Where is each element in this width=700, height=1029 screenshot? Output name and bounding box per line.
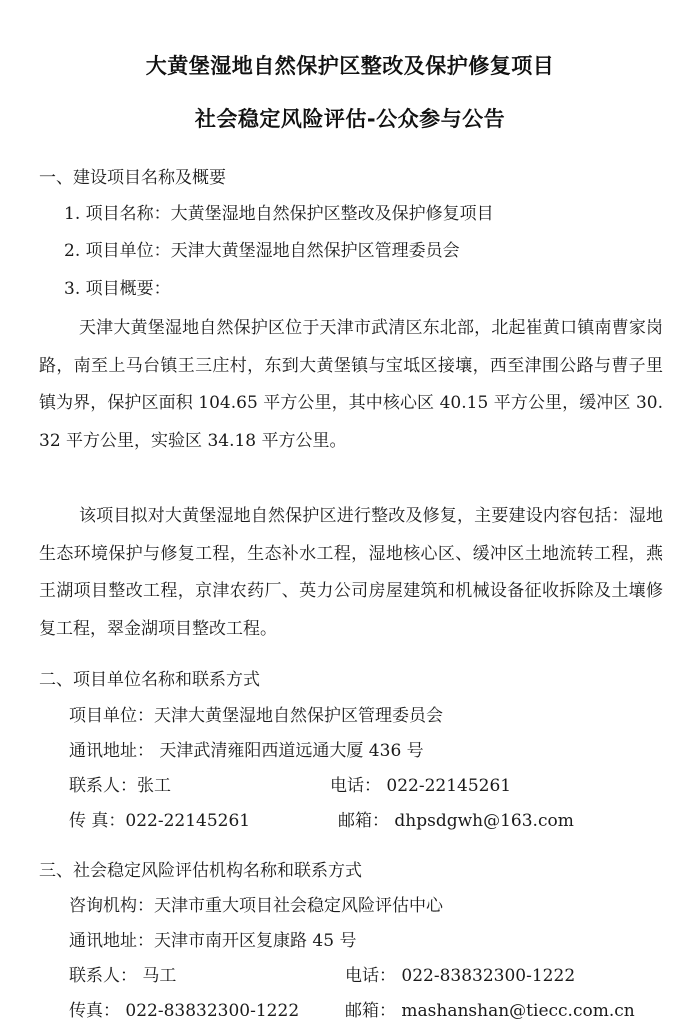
section3-heading: 三、社会稳定风险评估机构名称和联系方式: [39, 861, 362, 881]
overview-paragraph-location: 天津大黄堡湿地自然保护区位于天津市武清区东北部，北起崔黄口镇南曹家岗路，南至上马台镇王三庄村，东到大黄堡镇与宝坻区接壤，西至津围公路与曹子里镇为界，保护区面积 104.65 平方公里，其中核心区 40.15 平方公里，缓冲区 30.32 平方公里，实验区 34.18 平方公里。: [39, 318, 663, 451]
document-title-line1: 大黄堡湿地自然保护区整改及保护修复项目: [145, 54, 555, 78]
project-unit-item: 2. 项目单位：天津大黄堡湿地自然保护区管理委员会: [64, 241, 460, 261]
project-name-item: 1. 项目名称：大黄堡湿地自然保护区整改及保护修复项目: [64, 204, 494, 224]
section3-contact-person: 联系人： 马工: [69, 966, 177, 986]
section3-phone: 电话： 022-83832300-1222: [345, 966, 576, 986]
section2-contact-person: 联系人：张工: [69, 776, 171, 796]
section3-address: 通讯地址：天津市南开区复康路 45 号: [69, 931, 357, 951]
section1-heading: 一、建设项目名称及概要: [39, 168, 226, 188]
section2-email: 邮箱： dhpsdgwh@163.com: [338, 811, 574, 831]
section2-unit: 项目单位：天津大黄堡湿地自然保护区管理委员会: [69, 706, 443, 726]
section3-fax: 传真： 022-83832300-1222: [69, 1001, 300, 1021]
section2-heading: 二、项目单位名称和联系方式: [39, 670, 260, 690]
section3-email: 邮箱： mashanshan@tiecc.com.cn: [345, 1001, 635, 1021]
project-overview-item: 3. 项目概要：: [64, 279, 171, 299]
section2-phone: 电话： 022-22145261: [330, 776, 512, 796]
document-title-line2: 社会稳定风险评估-公众参与公告: [194, 107, 506, 131]
section3-org: 咨询机构：天津市重大项目社会稳定风险评估中心: [69, 896, 443, 916]
section2-fax: 传 真：022-22145261: [69, 811, 251, 831]
section2-address: 通讯地址： 天津武清雍阳西道远通大厦 436 号: [69, 741, 424, 761]
overview-paragraph-content: 该项目拟对大黄堡湿地自然保护区进行整改及修复，主要建设内容包括：湿地生态环境保护与修复工程，生态补水工程，湿地核心区、缓冲区土地流转工程，燕王湖项目整改工程，京津农药厂、英力公司房屋建筑和机械设备征收拆除及土壤修复工程，翠金湖项目整改工程。: [39, 506, 663, 639]
